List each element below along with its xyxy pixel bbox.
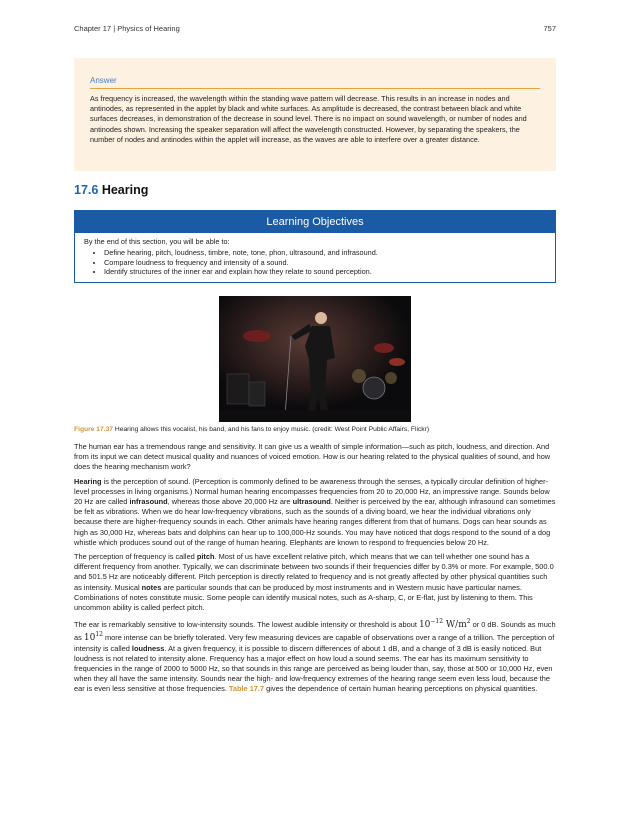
objective-item: • Define hearing, pitch, loudness, timbre, note, tone, phon, ultrasound, and infrasound. [104, 248, 555, 258]
threshold-intensity-math [419, 620, 471, 630]
stage-light-icon [389, 358, 405, 366]
table-reference-link[interactable]: Table 17.7 [228, 684, 265, 694]
math-base: 10 [418, 620, 431, 631]
amplifier-icon [249, 382, 265, 406]
learning-objectives-title: Learning Objectives [75, 211, 555, 233]
answer-divider [90, 88, 540, 89]
section-number: 17.6 [74, 183, 99, 197]
term-infrasound: infrasound [129, 497, 168, 507]
objective-item: • Compare loudness to frequency and intensity of a sound. [104, 258, 555, 268]
singer-head-icon [315, 312, 327, 324]
learning-objectives-list [75, 248, 555, 277]
answer-box [74, 58, 556, 171]
paragraph-text: . Neither is perceived by the ear, although infrasound can sometimes be felt as vibrations. When we do hear low-frequency vibrations, such as the sounds of a diving board, we hear the individual vibrations only because there are higher-frequency sounds in each. Other animals have hearing ranges different from that of humans. Dogs can hear sounds as high as 30,000 Hz, whereas bats and dolphins can hear up to 100,000-Hz sounds. You may have noticed that dogs respond to the sound of a dog whistle which produces sound out of the range of human hearing. Elephants are known to respond to frequencies below 20 Hz. [74, 497, 556, 547]
stage-light-icon [243, 330, 271, 342]
math-exponent: 12 [95, 631, 103, 639]
cymbal-icon [352, 369, 366, 383]
page-number: 757 [543, 24, 556, 33]
cymbal-icon [385, 372, 397, 384]
stage-floor [219, 410, 411, 422]
drum-icon [363, 377, 385, 399]
paragraph [74, 552, 556, 613]
paragraph-text: The ear is remarkably sensitive to low-intensity sounds. The lowest audible intensity or threshold is about [74, 620, 419, 630]
math-exponent: −12 [430, 618, 444, 626]
term-hearing: Hearing [74, 476, 102, 486]
objective-item: • Identify structures of the inner ear and explain how they relate to sound perception. [104, 267, 555, 277]
paragraph-text: are particular sounds that can be produced by most instruments and in Western music have particular names. Combinations of notes constitute music. Some people can identify musical notes, such as A-sharp, C, or E-flat, just by listening to them. This uncommon ability is called perfect pitch. [74, 582, 533, 613]
answer-text: As frequency is increased, the wavelength within the standing wave pattern will decrease. This results in an increase in nodes and antinodes, as represented in the applet by black and white surfaces. As amplitude is decreased, the contrast between black and white surfaces decreases, in demonstration of the decrease in sound level. There is no impact on sound wavelength, or number of nodes and antinodes shown. Increasing the speaker separation will affect the wavelength constructed. However, by separating the speakers, the number of nodes and antinodes within the applet will increase, as the waves are able to interfere over a greater distance. [90, 94, 527, 144]
section-title: Hearing [101, 183, 149, 197]
paragraph-text: more intense can be briefly tolerated. Very few measuring devices are capable of observations over a range of a trillion. The perception of intensity is called [74, 633, 555, 653]
math-unit-exponent: 2 [466, 618, 471, 626]
concert-photo [219, 296, 411, 422]
page-header [74, 24, 556, 33]
term-ultrasound: ultrasound [292, 497, 331, 507]
paragraph-text: , whereas those above 20,000 Hz are [167, 497, 293, 507]
term-loudness: loudness [131, 643, 165, 653]
section-heading [74, 183, 148, 197]
chapter-title: Chapter 17 | Physics of Hearing [74, 24, 180, 33]
paragraph [74, 477, 556, 548]
math-base: 10 [83, 633, 96, 644]
intensity-ratio-math [84, 633, 103, 643]
figure-image [219, 296, 411, 422]
paragraph [74, 617, 556, 694]
paragraph-text: gives the dependence of certain human hearing perceptions on physical quantities. [264, 684, 538, 694]
body-text [74, 442, 556, 699]
figure-caption-text: Hearing allows this vocalist, his band, and his fans to enjoy music. (credit: West Point Public Affairs, Flickr) [113, 426, 430, 433]
stage-light-icon [374, 343, 394, 353]
learning-objectives-intro: By the end of this section, you will be able to: [84, 237, 230, 246]
paragraph-text: or 0 dB. Sounds as much as [74, 620, 556, 643]
term-pitch: pitch [196, 552, 215, 562]
paragraph-text: The perception of frequency is called [74, 552, 197, 562]
figure-caption [74, 426, 556, 433]
amplifier-icon [227, 374, 249, 404]
figure-label: Figure 17.37 [74, 426, 114, 433]
term-notes: notes [141, 582, 162, 592]
math-unit: W/m [443, 620, 467, 631]
paragraph: The human ear has a tremendous range and sensitivity. It can give us a wealth of simple information—such as pitch, loudness, and direction. And from its input we can detect musical quality and nuances of voiced emotion. How is our hearing related to the physical qualities of sound, and how does the hearing mechanism work? [74, 442, 551, 472]
paragraph-text: . At a given frequency, it is possible to discern differences of about 1 dB, and a change of 3 dB is easily noticed. But loudness is not related to intensity alone. Frequency has a major effect on how loud a sound seems. The ear has its maximum sensitivity to frequencies in the range of 2000 to 5000 Hz, so that sounds in this range are perceived as being louder than, say, those at 500 or 10,000 Hz, even when they all have the same intensity. Sounds near the high- and low-frequency extremes of the hearing range seem even less loud, because the ear is even less sensitive at those frequencies. [74, 643, 553, 694]
paragraph-text: is the perception of sound. (Perception is commonly defined to be awareness through the senses, a typically circular definition of higher-level processes in living organisms.) Normal human hearing encompasses frequencies from 20 to 20,000 Hz, an impressive range. Sounds below 20 Hz are called [74, 476, 550, 507]
answer-title: Answer [90, 76, 117, 85]
paragraph-text: . Most of us have excellent relative pitch, which means that we can tell whether one sound has a different frequency from another. Typically, we can discriminate between two sounds if their frequencies differ by 0.3% or more. For example, 500.0 and 501.5 Hz are noticeably different. Pitch perception is directly related to frequency and is not greatly affected by other physical quantities such as intensity. Musical [74, 552, 554, 592]
learning-objectives-box [74, 210, 556, 283]
